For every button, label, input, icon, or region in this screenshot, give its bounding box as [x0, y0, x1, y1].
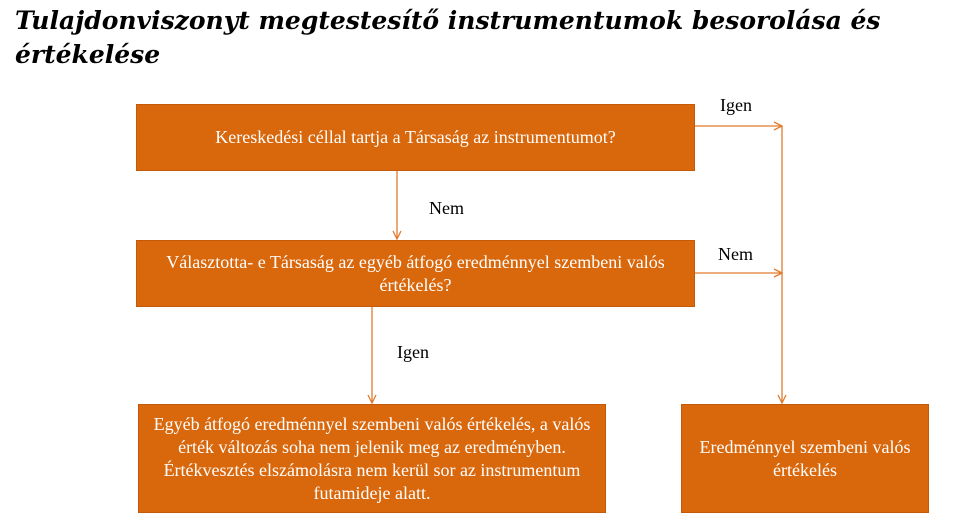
label-q2-yes: Igen	[397, 342, 429, 362]
outcome-oci-fair-value-box	[138, 404, 606, 513]
question-oci-election-box	[136, 240, 695, 307]
question-trading-purpose-text: Kereskedési céllal tartja a Társaság az instrumentumot?	[215, 127, 616, 147]
label-q2-no: Nem	[718, 244, 753, 264]
outcome-oci-fair-value-text: Egyéb átfogó eredménnyel szembeni valós értékelés, a valós érték változás soha nem jelenik meg az eredményben. Értékvesztés elszámolásra nem kerül sor az instrumentum futamideje alatt.	[153, 413, 591, 503]
outcome-pl-fair-value-box	[681, 404, 929, 513]
question-trading-purpose-box	[136, 104, 695, 171]
label-q1-yes: Igen	[720, 95, 752, 115]
page-title: Tulajdonviszonyt megtestesítő instrumentumok besorolása és értékelése	[15, 6, 881, 69]
label-q1-no: Nem	[429, 198, 464, 218]
question-oci-election-text: Választotta- e Társaság az egyéb átfogó eredménnyel szembeni valós értékelés?	[166, 251, 665, 295]
outcome-pl-fair-value-text: Eredménnyel szembeni valós értékelés	[699, 436, 911, 480]
